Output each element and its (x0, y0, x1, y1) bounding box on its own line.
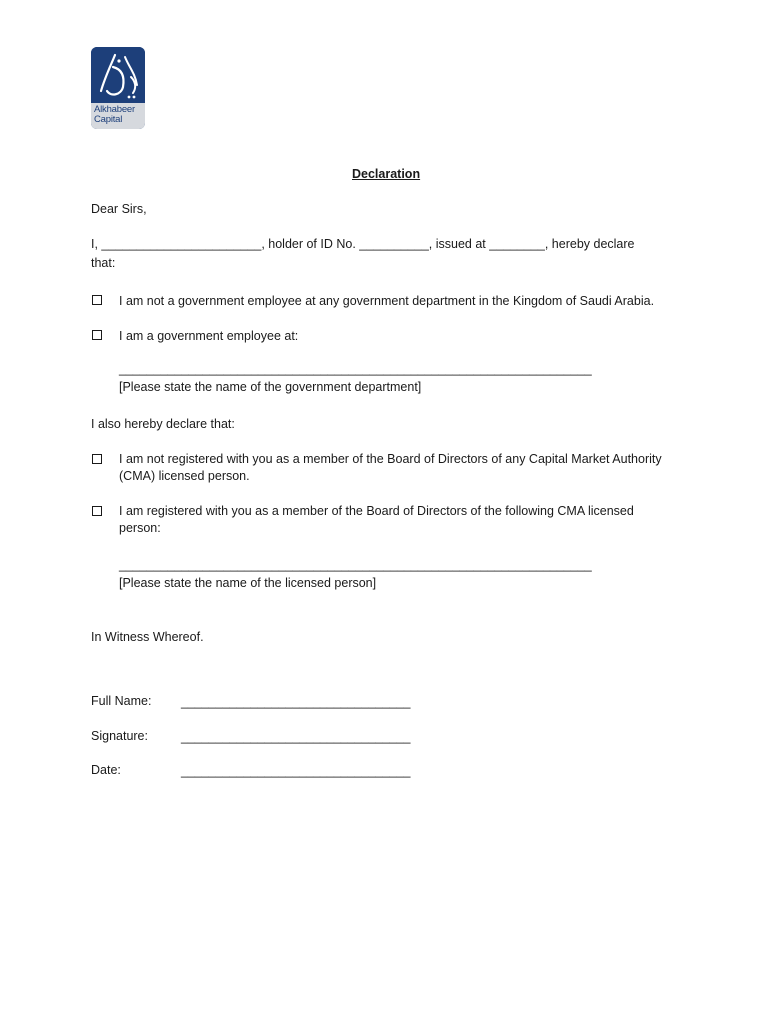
option-not-board-member-line1: I am not registered with you as a member of the Board of Directors of any Capital Market Authority (119, 452, 662, 466)
government-department-blank[interactable]: ____________________________________________________________________ (119, 362, 592, 376)
full-name-label: Full Name: (91, 694, 152, 708)
licensed-person-hint: [Please state the name of the licensed person] (119, 576, 377, 590)
full-name-blank[interactable]: _________________________________ (181, 695, 411, 709)
option-government-employee: I am a government employee at: (119, 329, 299, 343)
signature-blank[interactable]: _________________________________ (181, 730, 411, 744)
witness-text: In Witness Whereof. (91, 630, 204, 644)
date-blank[interactable]: _________________________________ (181, 764, 411, 778)
government-department-hint: [Please state the name of the government department] (119, 380, 422, 394)
salutation: Dear Sirs, (91, 202, 147, 216)
option-not-board-member-line2: (CMA) licensed person. (119, 469, 250, 483)
signature-label: Signature: (91, 729, 148, 743)
checkbox-not-government-employee[interactable] (92, 295, 102, 305)
option-not-government-employee: I am not a government employee at any government department in the Kingdom of Saudi Arabia. (119, 294, 655, 308)
also-declare-text: I also hereby declare that: (91, 417, 235, 431)
document-title: Declaration (352, 167, 421, 181)
intro-line-1: I, _______________________, holder of ID No. __________, issued at ________, hereby declare (91, 237, 635, 251)
date-label: Date: (91, 763, 121, 777)
option-board-member-line2: person: (119, 521, 161, 535)
company-logo (91, 47, 145, 129)
licensed-person-blank[interactable]: ____________________________________________________________________ (119, 558, 592, 572)
checkbox-government-employee[interactable] (92, 330, 102, 340)
checkbox-board-member[interactable] (92, 506, 102, 516)
calligraphy-logo-icon (91, 47, 145, 103)
logo-text-line1: Alkhabeer (94, 104, 135, 115)
logo-text-line2: Capital (94, 114, 123, 125)
option-board-member-line1: I am registered with you as a member of the Board of Directors of the following CMA licensed (119, 504, 634, 518)
checkbox-not-board-member[interactable] (92, 454, 102, 464)
intro-line-2: that: (91, 256, 116, 270)
